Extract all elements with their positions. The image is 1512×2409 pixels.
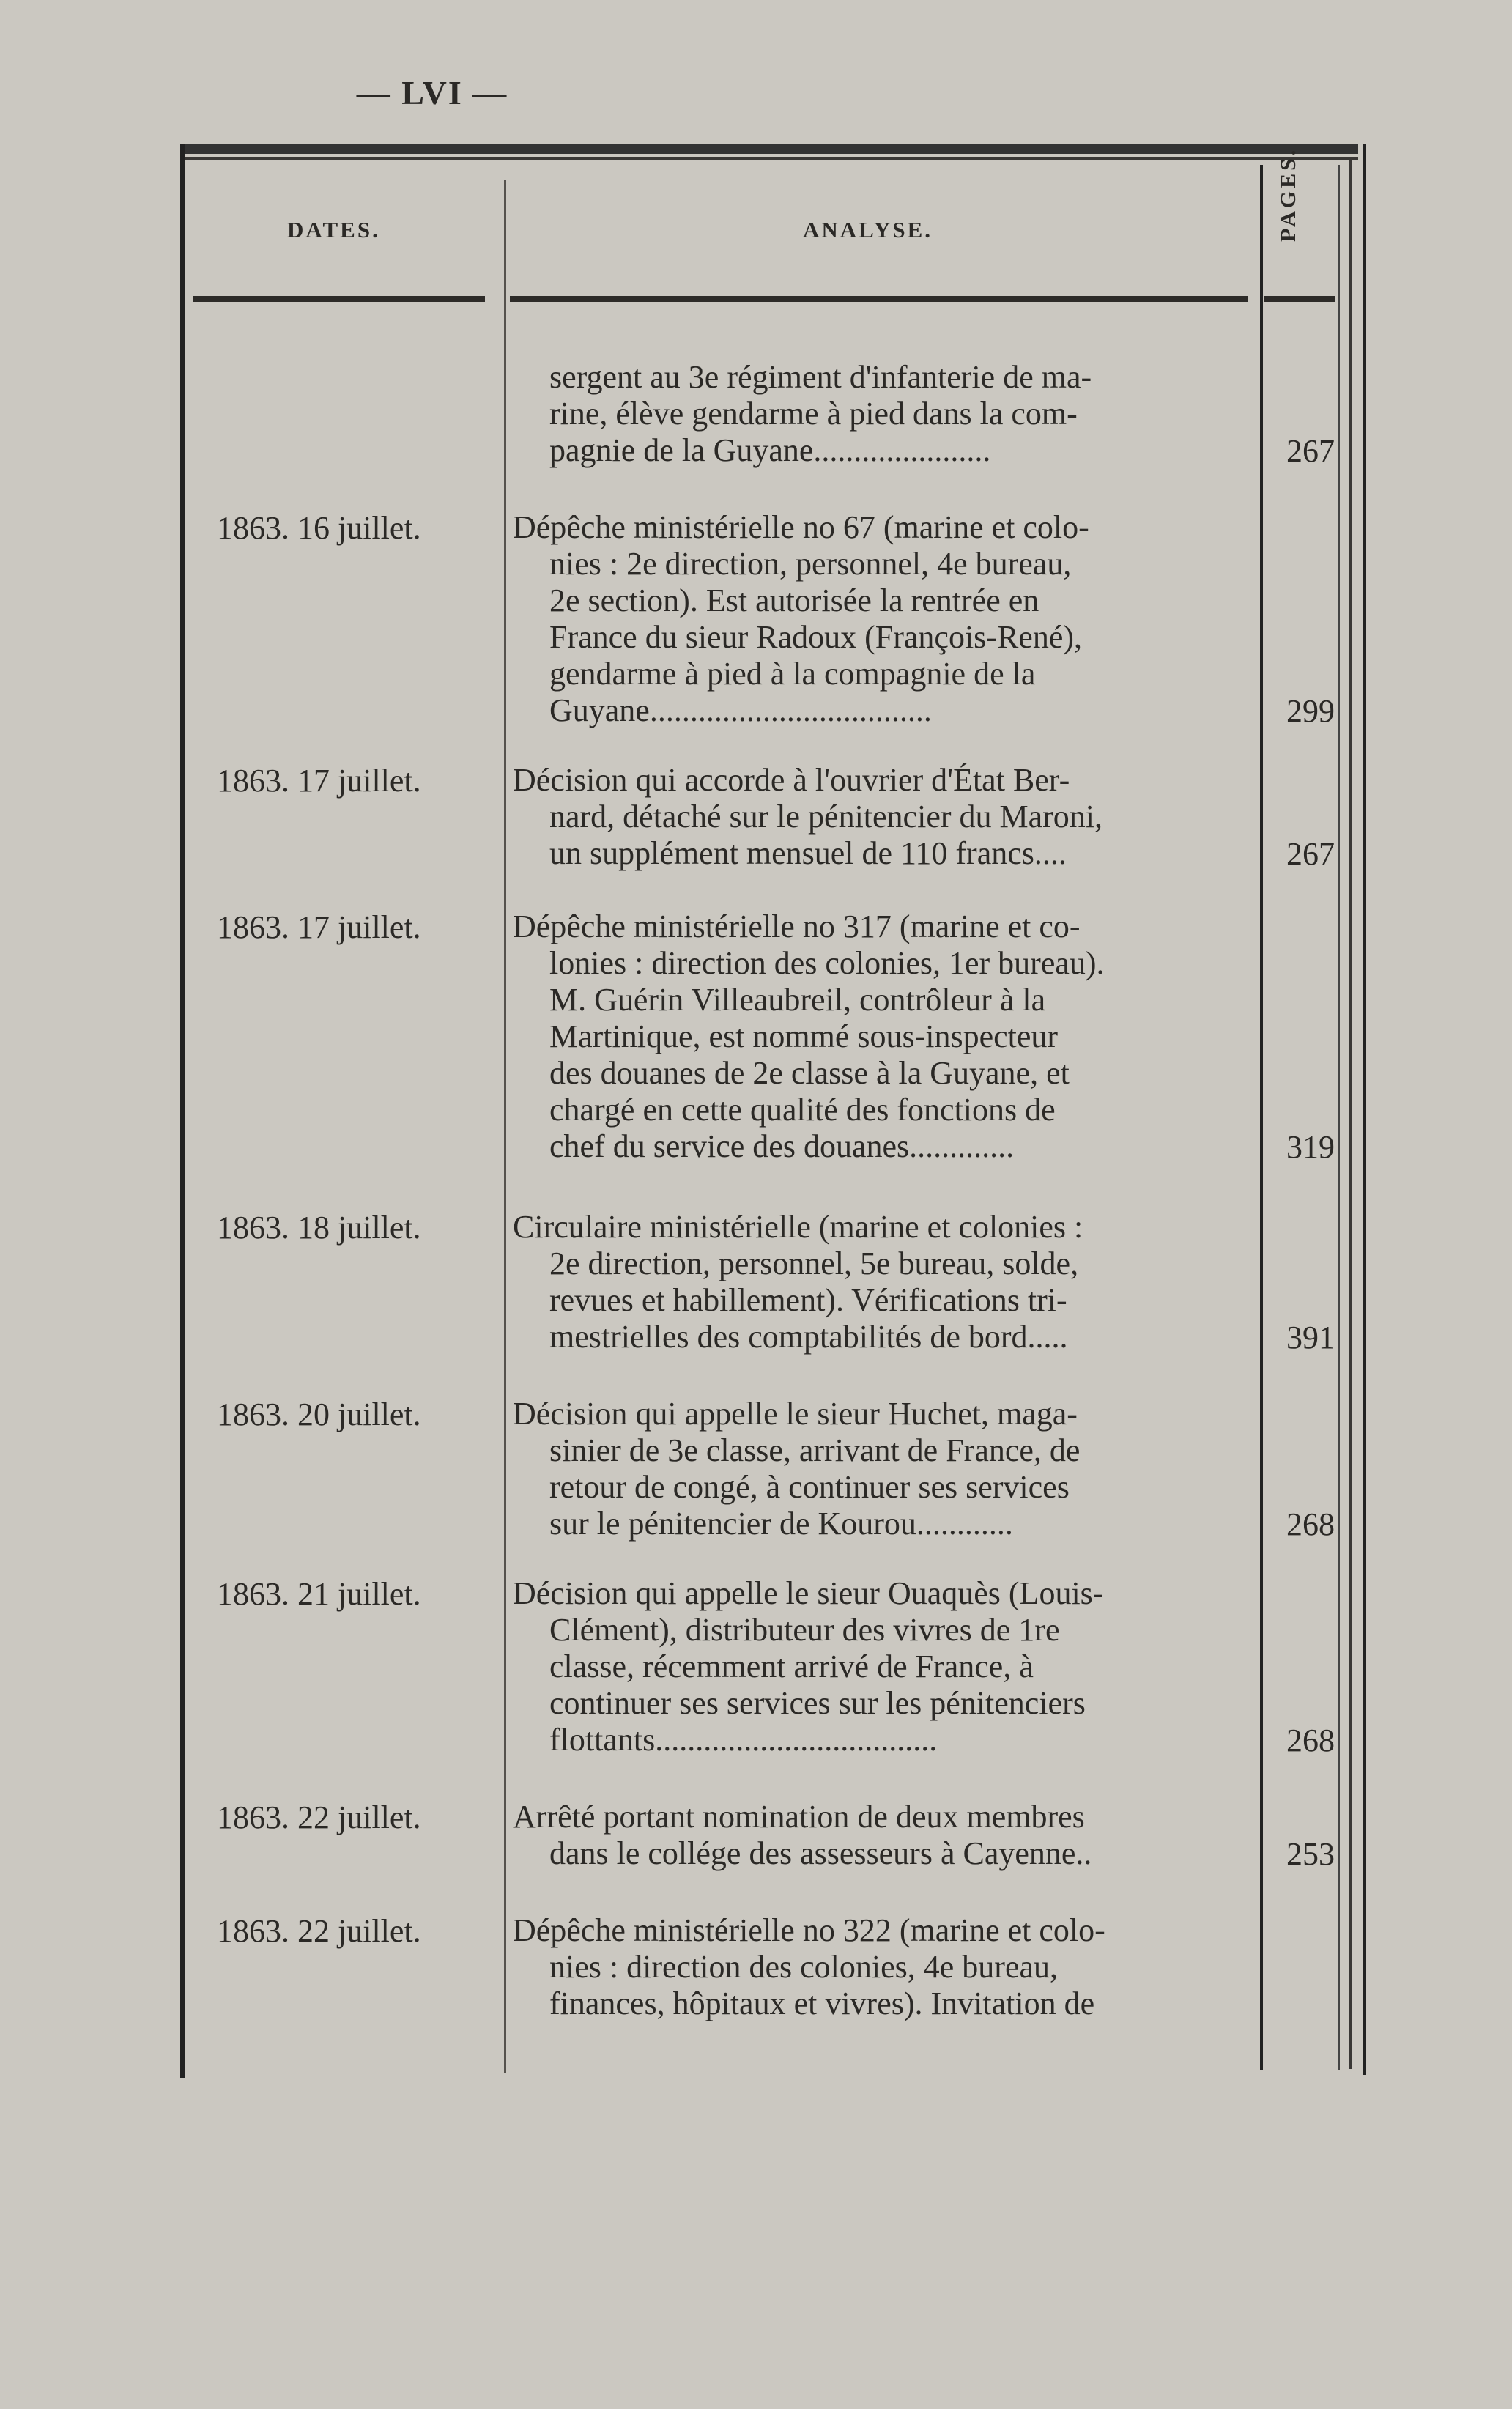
analysis-line: Décision qui appelle le sieur Ouaquès (Louis- [513,1575,1104,1611]
entry-analysis [513,1575,1249,1758]
analysis-line: dans le collége des assesseurs à Cayenne.. [549,1835,1092,1871]
column-header-analyse: ANALYSE. [803,217,933,243]
analysis-line: Dépêche ministérielle no 67 (marine et colo- [513,509,1089,545]
entry-date: 1863. 22 juillet. [217,1799,421,1835]
analysis-line: 2e section). Est autorisée la rentrée en [549,582,1040,618]
analysis-line: nard, détaché sur le pénitencier du Maroni, [549,799,1103,835]
entry-date: 1863. 17 juillet. [217,763,421,799]
entry-analysis [513,359,1249,469]
analysis-line: Clément), distributeur des vivres de 1re [549,1612,1060,1648]
analysis-line: chef du service des douanes............. [549,1128,1015,1164]
entry-page-number: 319 [1286,1129,1335,1165]
pages-header-rule [1264,296,1335,302]
entry-analysis [513,1209,1249,1355]
dates-column-divider [504,180,506,2073]
entry-date: 1863. 16 juillet. [217,510,421,546]
entry-page-number: 391 [1286,1320,1335,1355]
analysis-line: Martinique, est nommé sous-inspecteur [549,1018,1059,1054]
analysis-line: sur le pénitencier de Kourou............ [549,1506,1013,1542]
entry-date: 1863. 22 juillet. [217,1913,421,1949]
pages-column-divider [1260,165,1263,2070]
entry-page-number: 267 [1286,433,1335,469]
analysis-line: gendarme à pied à la compagnie de la [549,656,1036,692]
analysis-line: nies : direction des colonies, 4e bureau, [549,1949,1059,1985]
analysis-line: un supplément mensuel de 110 francs.... [549,835,1067,871]
analysis-line: mestrielles des comptabilités de bord..... [549,1319,1068,1355]
analysis-line: continuer ses services sur les pénitenciers [549,1685,1086,1721]
page-number-header: — LVI — [356,74,508,111]
entry-date: 1863. 20 juillet. [217,1396,421,1432]
analysis-line: des douanes de 2e classe à la Guyane, et [549,1055,1070,1091]
entry-page-number: 267 [1286,836,1335,872]
analysis-line: Circulaire ministérielle (marine et colonies : [513,1209,1083,1245]
entry-page-number: 299 [1286,693,1335,729]
dates-header-rule [193,296,485,302]
column-header-pages: PAGES. [1276,147,1300,242]
analysis-line: rine, élève gendarme à pied dans la com- [549,396,1078,432]
analysis-line: classe, récemment arrivé de France, à [549,1648,1034,1684]
entry-analysis [513,762,1249,872]
analysis-line: 2e direction, personnel, 5e bureau, solde, [549,1246,1079,1281]
analysis-line: retour de congé, à continuer ses services [549,1469,1070,1505]
analysis-line: Dépêche ministérielle no 317 (marine et co- [513,909,1081,944]
entry-analysis [513,509,1249,729]
analysis-line: nies : 2e direction, personnel, 4e bureau, [549,546,1072,582]
analysis-line: flottants................................... [549,1722,938,1758]
table-right-inner-rule [1349,157,1352,2069]
entry-page-number: 253 [1286,1836,1335,1872]
analysis-line: Dépêche ministérielle no 322 (marine et colo- [513,1912,1105,1948]
column-header-dates: DATES. [287,217,380,243]
analysis-line: revues et habillement). Vérifications tri- [549,1282,1067,1318]
entry-page-number: 268 [1286,1722,1335,1758]
frame-bottom-tick [180,2066,185,2078]
entry-date: 1863. 18 juillet. [217,1210,421,1246]
analysis-line: finances, hôpitaux et vivres). Invitation de [549,1986,1095,2021]
entry-page-number: 268 [1286,1506,1335,1542]
analysis-line: M. Guérin Villeaubreil, contrôleur à la [549,982,1046,1018]
pages-column-inner-rule [1338,165,1340,2070]
analysis-line: pagnie de la Guyane...................... [549,432,991,468]
analysis-line: sinier de 3e classe, arrivant de France, de [549,1432,1081,1468]
entry-date: 1863. 17 juillet. [217,909,421,945]
analysis-line: lonies : direction des colonies, 1er bureau). [549,945,1105,981]
analyse-header-rule [510,296,1248,302]
entry-analysis [513,909,1249,1165]
analysis-line: France du sieur Radoux (François-René), [549,619,1083,655]
entry-date: 1863. 21 juillet. [217,1576,421,1612]
analysis-line: Arrêté portant nomination de deux membres [513,1799,1085,1835]
analysis-line: Décision qui accorde à l'ouvrier d'État Ber- [513,762,1070,798]
analysis-line: sergent au 3e régiment d'infanterie de ma- [549,359,1092,395]
analysis-line: Décision qui appelle le sieur Huchet, maga- [513,1396,1078,1432]
entry-analysis [513,1799,1249,1872]
analysis-line: Guyane................................... [549,692,932,728]
entry-analysis [513,1396,1249,1542]
analysis-line: chargé en cette qualité des fonctions de [549,1092,1056,1128]
entry-analysis [513,1912,1249,2022]
